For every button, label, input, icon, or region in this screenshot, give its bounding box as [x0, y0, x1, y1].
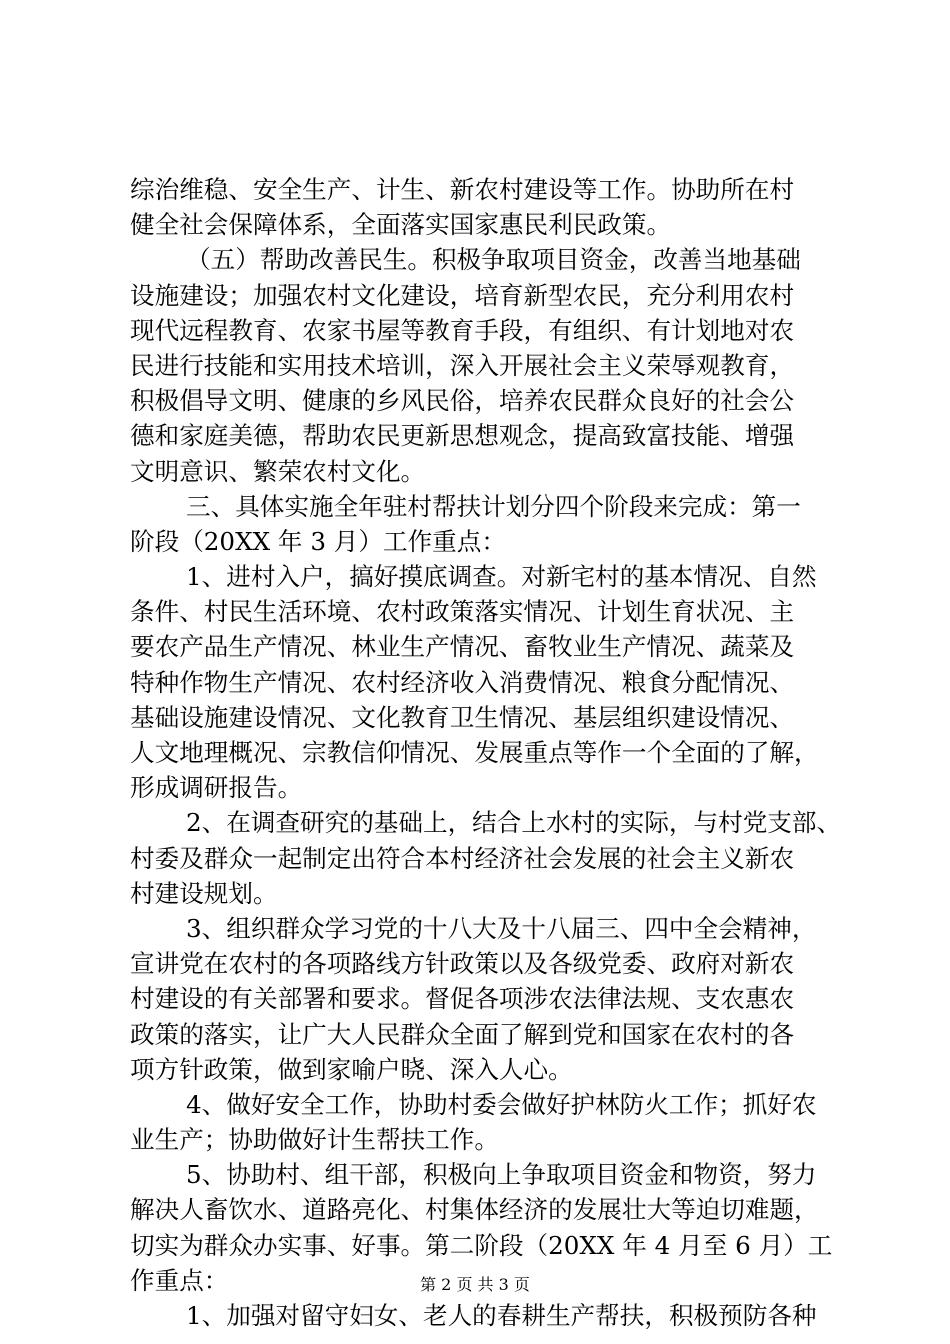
text-line: 村委及群众一起制定出符合本村经济社会发展的社会主义新农: [130, 843, 795, 873]
text-line: 综治维稳、安全生产、计生、新农村建设等工作。协助所在村: [130, 175, 795, 204]
document-body: [130, 172, 850, 1333]
text-line: 基础设施建设情况、文化教育卫生情况、基层组织建设情况、: [130, 702, 795, 732]
text-line: 健全社会保障体系，全面落实国家惠民利民政策。: [130, 210, 672, 240]
text-line: 1、进村入户，搞好摸底调查。对新宅村的基本情况、自然: [186, 562, 817, 592]
text-line: 宣讲党在农村的各项路线方针政策以及各级党委、政府对新农: [130, 949, 795, 979]
text-line: 要农产品生产情况、林业生产情况、畜牧业生产情况、蔬菜及: [130, 632, 795, 662]
text-line: 4、做好安全工作，协助村委会做好护林防火工作；抓好农: [186, 1089, 817, 1119]
text-line: 项方针政策，做到家喻户晓、深入人心。: [130, 1054, 573, 1084]
text-line: 切实为群众办实事、好事。第二阶段（20XX 年 4 月至 6 月）工: [130, 1230, 833, 1260]
text-line: 5、协助村、组干部，积极向上争取项目资金和物资，努力: [186, 1160, 817, 1190]
text-line: 3、组织群众学习党的十八大及十八届三、四中全会精神，: [186, 913, 817, 943]
text-line: 条件、村民生活环境、农村政策落实情况、计划生育状况、主: [130, 597, 795, 627]
text-line: （五）帮助改善民生。积极争取项目资金，改善当地基础: [186, 245, 801, 275]
text-line: 阶段（20XX 年 3 月）工作重点：: [130, 526, 506, 556]
text-line: 业生产；协助做好计生帮扶工作。: [130, 1125, 499, 1155]
text-line: 三、具体实施全年驻村帮扶计划分四个阶段来完成：第一: [186, 491, 801, 521]
text-line: 民进行技能和实用技术培训，深入开展社会主义荣辱观教育，: [130, 350, 795, 380]
text-line: 德和家庭美德，帮助农民更新思想观念，提高致富技能、增强: [130, 421, 795, 451]
text-line: 村建设的有关部署和要求。督促各项涉农法律法规、支农惠农: [130, 984, 795, 1014]
text-line: 人文地理概况、宗教信仰情况、发展重点等作一个全面的了解，: [130, 738, 819, 767]
text-line: 积极倡导文明、健康的乡风民俗，培养农民群众良好的社会公: [130, 386, 795, 416]
text-line: 政策的落实，让广大人民群众全面了解到党和国家在农村的各: [130, 1019, 795, 1049]
text-line: 村建设规划。: [130, 878, 278, 908]
text-line: 特种作物生产情况、农村经济收入消费情况、粮食分配情况、: [130, 667, 795, 697]
text-line: 形成调研报告。: [130, 773, 303, 803]
text-line: 文明意识、繁荣农村文化。: [130, 456, 426, 486]
text-line: 解决人畜饮水、道路亮化、村集体经济的发展壮大等迫切难题，: [130, 1195, 819, 1225]
text-line: 作重点：: [130, 1265, 229, 1295]
text-line: 设施建设；加强农村文化建设，培育新型农民，充分利用农村: [130, 280, 795, 310]
page-footer: 第 2 页 共 3 页: [420, 1275, 530, 1294]
text-line: 现代远程教育、农家书屋等教育手段，有组织、有计划地对农: [130, 315, 795, 345]
text-line: 1、加强对留守妇女、老人的春耕生产帮扶，积极预防各种: [186, 1301, 817, 1330]
text-line: 2、在调查研究的基础上，结合上水村的实际，与村党支部、: [186, 808, 842, 838]
